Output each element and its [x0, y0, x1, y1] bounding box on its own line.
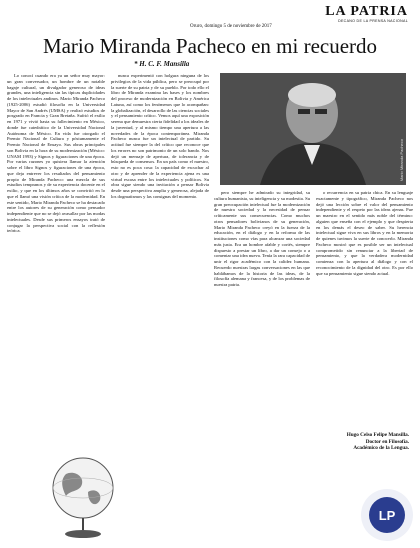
author-signature — [303, 432, 409, 452]
article-column-3 — [214, 190, 310, 530]
newspaper-tagline: DECANO DE LA PRENSA NACIONAL — [338, 19, 408, 23]
masthead — [0, 0, 420, 22]
newspaper-brand: LA PATRIA — [325, 4, 408, 19]
column-1-text: Lo conocí cuando era ya un señor muy mayor: un gran conversador, un hombre de un notable bagaje cultural, un divulgador generoso de ideas grandes, una inteligencia sin las típicas duplicidades de los intelectuales andinos. Mario Miranda Pacheco (1925-2006) estudió filosofía en la Universidad Mayor de San Andrés (UMSA) y realizó estudios de posgrado en Francia y Gran Bretaña. Sufrió el exilio en 1971 y vivió hasta su fallecimiento en México, donde fue catedrático de la Universidad Nacional Autónoma de México. En vida fue otorgado el Premio Nacional de Cultura y póstumamente el Premio Nacional de Ensayo. Sus obras principales son Bolivia en la hora de su modernización (México: UNAM 1993) y Signos y figuraciones de una época. Por varias razones yo quisiera llamar la atención sobre el libro Signos y figuraciones de una época, que deja entrever los resultados del pensamiento propio de Miranda Pacheco: una mezcla de sus estudios tempranos y de su experiencia docente en el exilio, y que en los últimos años se convirtió en lo que el llamó una visión crítica de la modernidad. En este sentido, Mario Miranda Pacheco se ha destacado entre los autores de su generación como pensador independiente que no se dejó avasallar por las modas intelectuales. Desde sus primeros ensayos trató de conjugar la perspectiva social con la reflexión teórica. — [7, 73, 105, 234]
article-byline: * H. C. F. Mansilla — [134, 60, 190, 68]
signature-name: Hugo Celso Felipe Mansilla. — [346, 432, 409, 438]
signature-affiliation: Académico de la Lengua. — [353, 445, 409, 452]
column-3-text: pero siempre he admirado su integridad, su cultura humanista, su inteligencia y su modestia. Su gran preocupación intelectual fue la modernización de nuestra sociedad y la necesidad de pensar críticamente sus consecuencias. Como muchos otros pensadores bolivianos de su generación, Mario Miranda Pacheco creyó en la fuerza de la educación, en el diálogo y en la reforma de las instituciones como vías para alcanzar una sociedad más justa. Era un hombre afable y cortés, siempre dispuesto a prestar un libro, a dar un consejo o a comentar una idea nueva. Tenía la rara capacidad de unir el rigor académico con la calidez humana. Recuerdo nuestras largas conversaciones en las que hablábamos de la historia de las ideas, de la filosofía alemana y francesa, y de los problemas de nuestra patria. — [214, 190, 310, 287]
la-patria-logo — [359, 487, 415, 543]
photo-caption: Mario Miranda Pacheco — [399, 138, 404, 181]
portrait-icon — [220, 73, 406, 185]
signature-title: Doctor en Filosofía. — [365, 438, 409, 445]
logo-icon — [359, 487, 415, 543]
portrait-photo — [220, 73, 406, 185]
column-2-text: nunca experimentó con holgura ninguna de los privilegios de la vida pública, pero se preocupó por la suerte de su patria y de su pueblo. Por todo ello el libro de Miranda examina las bases y los nombres del proceso de modernización en Bolivia y América Latuna, así como los fenómenos que lo acompañan: la globalización, el desarrollo de las ciencias sociales y el pensamiento crítico. Vemos aquí una exposición serena que demuestra cierta fidelidad a los ideales de la juventud, y al mismo tiempo una apertura a las novedades de la época contemporánea. Miranda Pacheco nunca fue un intelectual de partido. Su actitud fue siempre la del crítico que reconoce que los errores no son patrimonio de un solo bando. Nos dejó un mensaje de apertura, de tolerancia y de búsqueda de consensos. En un país como el nuestro, esto no es poca cosa: la capacidad de escuchar al otro y de aprender de la experiencia ajena es una virtud escasa entre los intelectuales y políticos. Su obra sigue siendo una invitación a pensar Bolivia desde una perspectiva amplia y generosa, alejada de los dogmatismos y las consignas del momento. — [111, 73, 209, 199]
article-title: Mario Miranda Pacheco en mi recuerdo — [42, 34, 378, 58]
svg-text:LP: LP — [378, 508, 396, 523]
globe-icon — [36, 452, 130, 542]
globe-illustration — [36, 452, 130, 542]
article-column-4 — [316, 190, 413, 428]
column-4-text: o recurrencia en su patria chica. En su lenguaje exactamente y tipográfico, Miranda Pacheco nos dejó una lección sobre el valor del pensamiento independiente y el respeto por las ideas ajenas. Fue un maestro en el sentido más noble del término: alguien que enseña con el ejemplo y que despierta en los demás el deseo de saber. Su herencia intelectual sigue viva en sus libros y en la memoria de quienes tuvimos la suerte de conocerlo. Miranda Pacheco mostró que es posible ser un intelectual comprometido sin renunciar a la libertad de pensamiento, y que la verdadera modernidad comienza con la apertura al diálogo y con el reconocimiento de la dignidad del otro. Es por ello que su pensamiento sigue siendo actual. — [316, 190, 413, 276]
dateline: Oruro, domingo 5 de noviembre de 2017 — [190, 24, 272, 29]
